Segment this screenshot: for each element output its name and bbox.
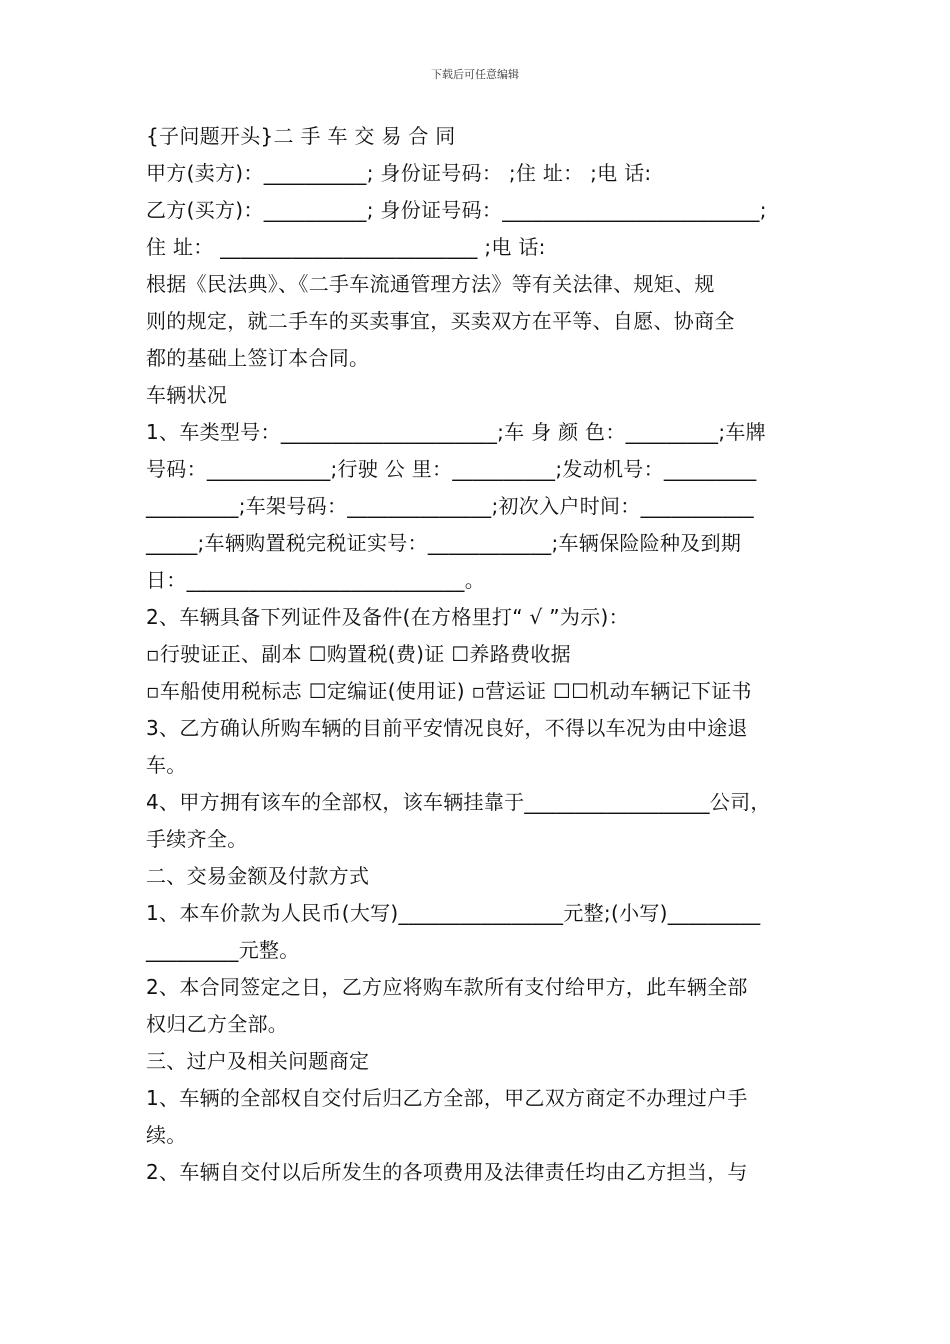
text-line: 4、甲方拥有该车的全部权，该车辆挂靠于__________________公司， <box>146 790 771 814</box>
contract-body <box>146 118 818 1191</box>
text-line: 权归乙方全部。 <box>146 1012 289 1036</box>
text-line: _____;车辆购置税完税证实号：____________;车辆保险险种及到期 <box>146 531 742 555</box>
text-line: 甲方(卖方)：__________; 身份证号码： ;住 址： ;电 话: <box>146 161 652 185</box>
page-header: 下载后可任意编辑 <box>431 68 519 81</box>
text-line: 2、本合同签定之日，乙方应将购车款所有支付给甲方，此车辆全部 <box>146 975 748 999</box>
text-line: 日：___________________________。 <box>146 568 485 592</box>
text-line: 2、车辆自交付以后所发生的各项费用及法律责任均由乙方担当，与 <box>146 1160 748 1184</box>
text-line: _________;车架号码：______________;初次入户时间：___________ <box>146 494 754 518</box>
text-line: 车辆状况 <box>146 383 228 407</box>
text-line: 号码：____________;行驶 公 里：__________;发动机号：_________ <box>146 457 757 481</box>
text-line: 二、交易金额及付款方式 <box>146 864 370 888</box>
text-line: 三、过户及相关问题商定 <box>146 1049 370 1073</box>
text-line: 车。 <box>146 753 187 777</box>
text-line: 住 址： _________________________ ;电 话: <box>146 235 546 259</box>
text-line: 续。 <box>146 1123 187 1147</box>
text-line: _________元整。 <box>146 938 300 962</box>
text-line: 根据《民法典》、《二手车流通管理方法》等有关法律、规矩、规 <box>146 272 715 296</box>
text-line: 1、车辆的全部权自交付后归乙方全部，甲乙双方商定不办理过户手 <box>146 1086 748 1110</box>
text-line: ▫行驶证正、副本 ☐购置税(费)证 ☐养路费收据 <box>146 642 571 666</box>
text-line: ▫车船使用税标志 ☐定编证(使用证) ▫营运证 ☐☐机动车辆记下证书 <box>146 679 752 703</box>
text-line: 1、车类型号：_____________________;车 身 颜 色：_________;车牌 <box>146 420 766 444</box>
text-line: 则的规定，就二手车的买卖事宜，买卖双方在平等、自愿、协商全 <box>146 309 735 333</box>
text-line: 1、本车价款为人民币(大写)________________元整;(小写)_________ <box>146 901 761 925</box>
text-line: 2、车辆具备下列证件及备件(在方格里打“ √ ”为示)： <box>146 605 629 629</box>
text-line: 手续齐全。 <box>146 827 248 851</box>
text-line: 都的基础上签订本合同。 <box>146 346 370 370</box>
text-line: {子问题开头}二 手 车 交 易 合 同 <box>146 124 456 148</box>
text-line: 3、乙方确认所购车辆的目前平安情况良好，不得以车况为由中途退 <box>146 716 748 740</box>
text-line: 乙方(买方)：__________; 身份证号码：_________________________; <box>146 198 767 222</box>
